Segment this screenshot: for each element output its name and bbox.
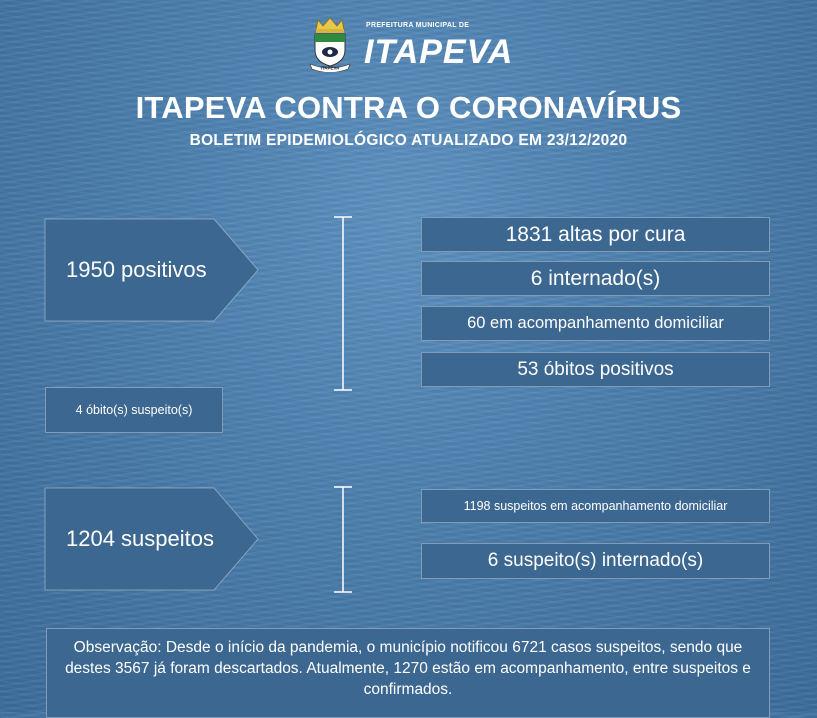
suspeitos-bracket — [328, 486, 358, 594]
positivos-label: 1950 positivos — [66, 257, 207, 282]
prefeitura-logo — [304, 16, 516, 72]
suspeitos-domiciliar-box: 1198 suspeitos em acompanhamento domiciliar — [421, 489, 770, 523]
obitos-positivos-box: 53 óbitos positivos — [421, 352, 770, 387]
suspeitos-arrow — [44, 487, 264, 591]
internados-box: 6 internado(s) — [421, 261, 770, 296]
suspeitos-label: 1204 suspeitos — [66, 526, 214, 551]
altas-por-cura-box: 1831 altas por cura — [421, 217, 770, 252]
logo-prefeitura-text: PREFEITURA MUNICIPAL DE — [366, 22, 470, 29]
svg-text:ITAPEVA: ITAPEVA — [320, 65, 340, 71]
page-title: ITAPEVA CONTRA O CORONAVÍRUS — [135, 90, 682, 125]
city-crest-icon — [304, 16, 356, 72]
observacao-box: Observação: Desde o início da pandemia, o município notificou 6721 casos suspeitos, sendo que destes 3567 já foram descartados. Atualmente, 1270 estão em acompanhamento, entre suspeitos e confirmados. — [46, 628, 770, 718]
logo-city-name: ITAPEVA — [364, 33, 514, 71]
acompanhamento-domiciliar-box: 60 em acompanhamento domiciliar — [421, 306, 770, 341]
page-subtitle: BOLETIM EPIDEMIOLÓGICO ATUALIZADO EM 23/12/2020 — [189, 132, 628, 149]
suspeitos-internados-box: 6 suspeito(s) internado(s) — [421, 543, 770, 579]
obitos-suspeitos-box: 4 óbito(s) suspeito(s) — [45, 387, 223, 433]
positivos-arrow — [44, 218, 264, 322]
positivos-bracket — [328, 216, 358, 392]
